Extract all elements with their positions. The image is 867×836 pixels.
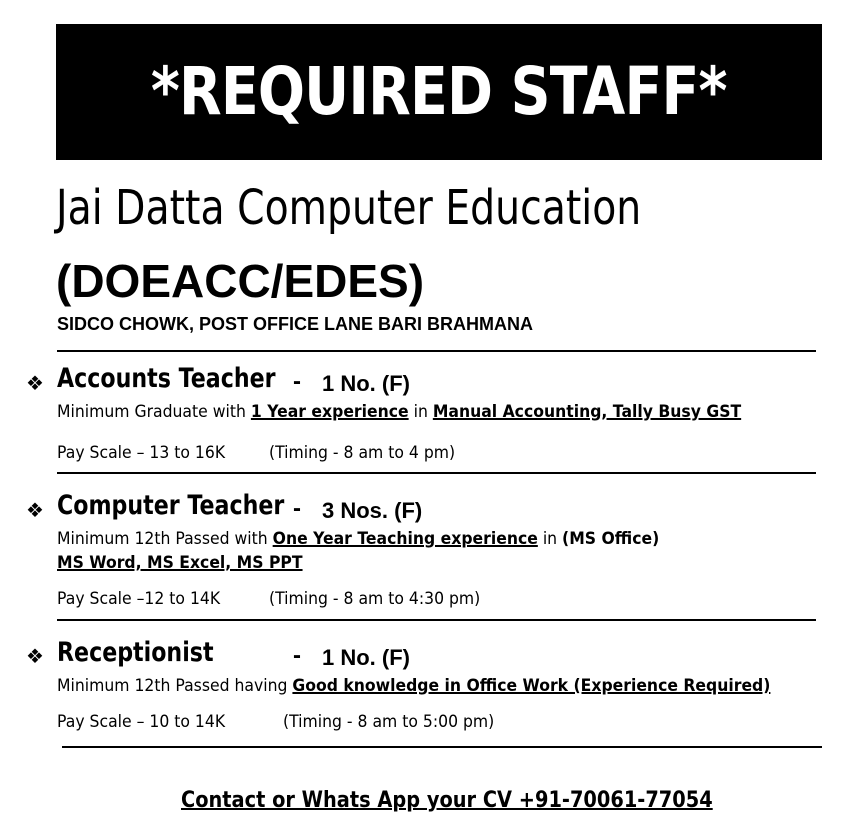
job-count: 1 No. (F) bbox=[322, 371, 410, 396]
job-timing: (Timing - 8 am to 5:00 pm) bbox=[283, 712, 495, 732]
header-banner bbox=[56, 24, 822, 160]
institute-address: SIDCO CHOWK, POST OFFICE LANE BARI BRAHMANA bbox=[57, 314, 533, 334]
job-count: 1 No. (F) bbox=[322, 645, 410, 670]
job-title: Receptionist bbox=[57, 637, 214, 668]
req-highlight: Good knowledge in Office Work (Experience Required) bbox=[292, 676, 771, 696]
job-dash: - bbox=[293, 642, 301, 669]
divider bbox=[57, 472, 816, 474]
job-pay-scale: Pay Scale – 10 to 14K bbox=[57, 712, 226, 732]
job-dash: - bbox=[293, 368, 301, 395]
job-requirement bbox=[57, 676, 770, 696]
req-text: in bbox=[408, 402, 433, 422]
job-timing: (Timing - 8 am to 4 pm) bbox=[269, 443, 456, 463]
job-dash: - bbox=[293, 495, 301, 522]
institute-name: Jai Datta Computer Education bbox=[56, 180, 642, 236]
req-text: in bbox=[537, 529, 563, 549]
req-highlight: 1 Year experience bbox=[250, 402, 409, 422]
job-pay-scale: Pay Scale – 13 to 16K bbox=[57, 443, 226, 463]
divider bbox=[57, 619, 816, 621]
job-pay-scale: Pay Scale –12 to 14K bbox=[57, 589, 221, 609]
job-requirement bbox=[57, 529, 659, 549]
institute-code: (DOEACC/EDES) bbox=[56, 255, 425, 307]
bullet-icon: ❖ bbox=[26, 498, 44, 522]
job-title: Accounts Teacher bbox=[57, 363, 276, 394]
job-requirement-line2 bbox=[57, 553, 303, 573]
req-text: Minimum 12th Passed with bbox=[57, 529, 273, 549]
contact-line: Contact or Whats App your CV +91-70061-77054 bbox=[181, 788, 713, 813]
req-highlight: Manual Accounting, Tally Busy GST bbox=[432, 402, 742, 422]
job-count: 3 Nos. (F) bbox=[322, 498, 423, 523]
req-text: Minimum 12th Passed having bbox=[57, 676, 293, 696]
job-timing: (Timing - 8 am to 4:30 pm) bbox=[269, 589, 481, 609]
divider bbox=[62, 746, 822, 748]
job-title: Computer Teacher bbox=[57, 490, 285, 521]
bullet-icon: ❖ bbox=[26, 371, 44, 395]
divider bbox=[57, 350, 816, 352]
req-bold: (MS Office) bbox=[562, 529, 660, 549]
bullet-icon: ❖ bbox=[26, 644, 44, 668]
req-highlight: One Year Teaching experience bbox=[272, 529, 538, 549]
req-text: Minimum Graduate with bbox=[57, 402, 251, 422]
banner-title: *REQUIRED STAFF* bbox=[151, 53, 727, 130]
req-highlight: MS Word, MS Excel, MS PPT bbox=[57, 553, 303, 573]
job-requirement bbox=[57, 402, 741, 422]
